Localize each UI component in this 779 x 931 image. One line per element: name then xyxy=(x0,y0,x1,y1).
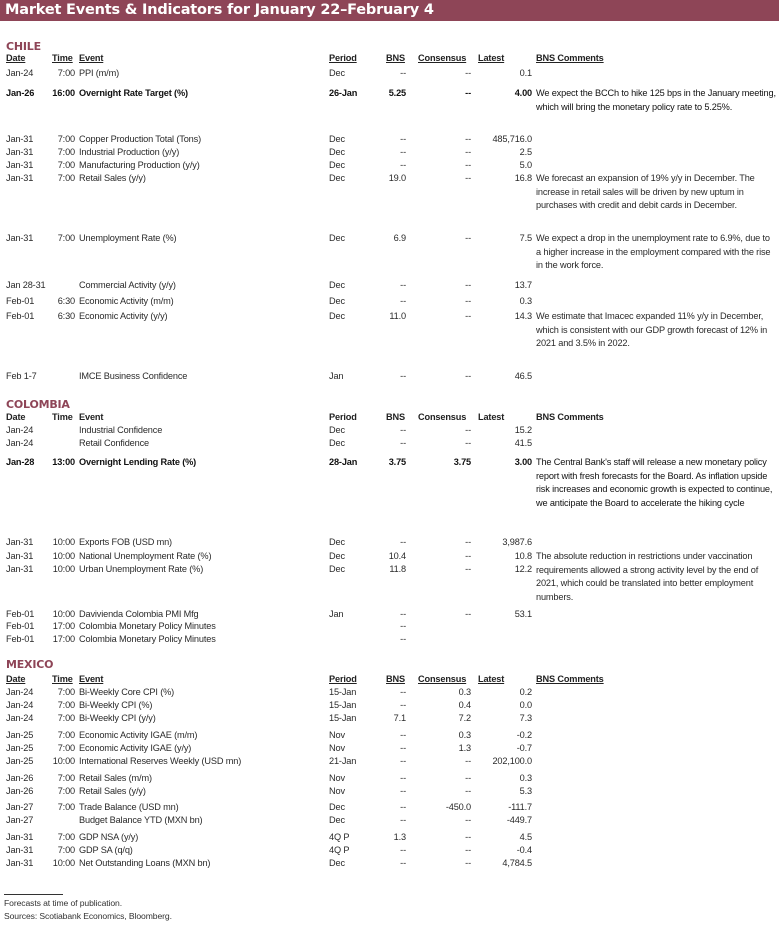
consensus-cell: -- xyxy=(465,371,471,381)
latest-cell: -0.7 xyxy=(516,743,532,753)
event-cell: Economic Activity (m/m) xyxy=(79,296,174,306)
bns-forecast-cell: -- xyxy=(400,730,406,740)
page-title: Market Events & Indicators for January 22–February 4 xyxy=(0,0,779,21)
latest-cell: 53.1 xyxy=(514,609,532,619)
table-row xyxy=(0,712,779,724)
date-cell: Jan-31 xyxy=(6,160,34,170)
latest-cell: 3.00 xyxy=(514,457,532,467)
date-cell: Jan-24 xyxy=(6,438,34,448)
column-header-time: Time xyxy=(52,412,73,422)
latest-cell: 4,784.5 xyxy=(502,858,532,868)
date-cell: Feb-01 xyxy=(6,311,35,321)
event-cell: Bi-Weekly CPI (y/y) xyxy=(79,713,156,723)
bns-forecast-cell: -- xyxy=(400,815,406,825)
time-cell: 7:00 xyxy=(57,786,75,796)
consensus-cell: 0.3 xyxy=(458,730,471,740)
footer-sources: Sources: Scotiabank Economics, Bloomberg. xyxy=(4,911,172,921)
latest-cell: -0.4 xyxy=(516,845,532,855)
period-cell: Nov xyxy=(329,743,345,753)
date-cell: Jan-24 xyxy=(6,687,34,697)
time-cell: 7:00 xyxy=(57,832,75,842)
bns-comment-cell: We expect a drop in the unemployment rate to 6.9%, due to a higher increase in the employment compared with the rise in the work force. xyxy=(536,233,771,271)
date-cell: Jan-31 xyxy=(6,173,34,183)
column-header-date: Date xyxy=(6,674,26,684)
date-cell: Jan 28-31 xyxy=(6,280,46,290)
column-header-comments: BNS Comments xyxy=(536,412,604,422)
bns-forecast-cell: 11.0 xyxy=(389,311,406,321)
date-cell: Jan-31 xyxy=(6,832,34,842)
bns-forecast-cell: -- xyxy=(400,425,406,435)
event-cell: Industrial Production (y/y) xyxy=(79,147,180,157)
event-cell: Budget Balance YTD (MXN bn) xyxy=(79,815,203,825)
column-header-time: Time xyxy=(52,53,73,63)
latest-cell: 2.5 xyxy=(519,147,532,157)
period-cell: Dec xyxy=(329,537,345,547)
event-cell: Exports FOB (USD mn) xyxy=(79,537,172,547)
country-heading: CHILE xyxy=(6,40,41,53)
consensus-cell: 0.4 xyxy=(458,700,471,710)
date-cell: Jan-26 xyxy=(6,773,34,783)
period-cell: 15-Jan xyxy=(329,700,357,710)
column-header-date: Date xyxy=(6,53,26,63)
consensus-cell: -- xyxy=(465,68,471,78)
period-cell: Dec xyxy=(329,802,345,812)
consensus-cell: -450.0 xyxy=(445,802,471,812)
table-row xyxy=(0,633,779,645)
consensus-cell: -- xyxy=(465,147,471,157)
time-cell: 6:30 xyxy=(57,311,75,321)
date-cell: Feb-01 xyxy=(6,296,35,306)
bns-forecast-cell: -- xyxy=(400,68,406,78)
period-cell: Jan xyxy=(329,609,344,619)
bns-forecast-cell: -- xyxy=(400,296,406,306)
latest-cell: 46.5 xyxy=(514,371,532,381)
date-cell: Jan-24 xyxy=(6,425,34,435)
table-row xyxy=(0,699,779,711)
date-cell: Jan-28 xyxy=(6,457,35,467)
latest-cell: 16.8 xyxy=(514,173,532,183)
bns-forecast-cell: -- xyxy=(400,621,406,631)
event-cell: Economic Activity IGAE (y/y) xyxy=(79,743,192,753)
period-cell: Dec xyxy=(329,296,345,306)
period-cell: Dec xyxy=(329,425,345,435)
consensus-cell: -- xyxy=(465,786,471,796)
column-header-event: Event xyxy=(79,53,104,63)
date-cell: Jan-25 xyxy=(6,743,34,753)
event-cell: Colombia Monetary Policy Minutes xyxy=(79,634,216,644)
period-cell: Nov xyxy=(329,730,345,740)
time-cell: 10:00 xyxy=(52,756,75,766)
column-header-period: Period xyxy=(329,53,357,63)
table-row xyxy=(0,87,779,112)
date-cell: Feb-01 xyxy=(6,609,35,619)
country-heading: COLOMBIA xyxy=(6,398,70,411)
bns-forecast-cell: -- xyxy=(400,687,406,697)
bns-forecast-cell: 6.9 xyxy=(393,233,406,243)
bns-forecast-cell: -- xyxy=(400,634,406,644)
latest-cell: 15.2 xyxy=(514,425,532,435)
consensus-cell: -- xyxy=(465,609,471,619)
latest-cell: 7.3 xyxy=(519,713,532,723)
date-cell: Jan-31 xyxy=(6,134,34,144)
latest-cell: 3,987.6 xyxy=(502,537,532,547)
latest-cell: 12.2 xyxy=(514,564,532,574)
latest-cell: 14.3 xyxy=(514,311,532,321)
event-cell: Copper Production Total (Tons) xyxy=(79,134,201,144)
consensus-cell: 1.3 xyxy=(458,743,471,753)
event-cell: Retail Sales (y/y) xyxy=(79,786,146,796)
bns-forecast-cell: -- xyxy=(400,700,406,710)
footer-divider xyxy=(4,894,63,895)
date-cell: Jan-25 xyxy=(6,756,34,766)
latest-cell: 5.0 xyxy=(519,160,532,170)
column-header-period: Period xyxy=(329,674,357,684)
column-header-row xyxy=(0,52,779,64)
time-cell: 10:00 xyxy=(52,551,75,561)
event-cell: GDP NSA (y/y) xyxy=(79,832,139,842)
table-row xyxy=(0,146,779,158)
column-header-consensus: Consensus xyxy=(418,674,467,684)
bns-forecast-cell: -- xyxy=(400,609,406,619)
table-row xyxy=(0,755,779,767)
consensus-cell: -- xyxy=(465,845,471,855)
column-header-bns: BNS xyxy=(386,412,405,422)
time-cell: 7:00 xyxy=(57,68,75,78)
consensus-cell: -- xyxy=(465,280,471,290)
period-cell: Dec xyxy=(329,68,345,78)
event-cell: Colombia Monetary Policy Minutes xyxy=(79,621,216,631)
table-row xyxy=(0,295,779,307)
column-header-comments: BNS Comments xyxy=(536,53,604,63)
column-header-consensus: Consensus xyxy=(418,412,467,422)
consensus-cell: 7.2 xyxy=(458,713,471,723)
bns-forecast-cell: 7.1 xyxy=(393,713,406,723)
bns-forecast-cell: 10.4 xyxy=(388,551,406,561)
period-cell: Dec xyxy=(329,134,345,144)
bns-forecast-cell: 3.75 xyxy=(388,457,406,467)
period-cell: 26-Jan xyxy=(329,88,358,98)
column-header-event: Event xyxy=(79,674,104,684)
table-row xyxy=(0,536,779,548)
column-header-comments: BNS Comments xyxy=(536,674,604,684)
table-row xyxy=(0,133,779,145)
event-cell: Net Outstanding Loans (MXN bn) xyxy=(79,858,211,868)
column-header-row xyxy=(0,411,779,423)
table-row xyxy=(0,172,779,211)
time-cell: 17:00 xyxy=(52,621,75,631)
date-cell: Jan-31 xyxy=(6,233,34,243)
time-cell: 7:00 xyxy=(57,160,75,170)
consensus-cell: -- xyxy=(465,756,471,766)
period-cell: 15-Jan xyxy=(329,713,357,723)
date-cell: Feb-01 xyxy=(6,634,35,644)
bns-forecast-cell: -- xyxy=(400,858,406,868)
consensus-cell: -- xyxy=(465,537,471,547)
time-cell: 7:00 xyxy=(57,173,75,183)
period-cell: 21-Jan xyxy=(329,756,357,766)
bns-forecast-cell: -- xyxy=(400,134,406,144)
bns-forecast-cell: -- xyxy=(400,371,406,381)
consensus-cell: -- xyxy=(465,296,471,306)
bns-comment-cell: The Central Bank's staff will release a new monetary policy report with fresh forecasts for the Board. As inflation upside risk increases and economic growth is expected to continue, we anticipate the Board to accelerate the hiking cycle xyxy=(536,457,773,508)
time-cell: 10:00 xyxy=(52,609,75,619)
period-cell: Nov xyxy=(329,773,345,783)
period-cell: Dec xyxy=(329,233,345,243)
time-cell: 10:00 xyxy=(52,564,75,574)
latest-cell: 13.7 xyxy=(514,280,532,290)
period-cell: 4Q P xyxy=(329,845,350,855)
bns-comment-cell: We estimate that Imacec expanded 11% y/y in December, which is consistent with our GDP growth forecast of 12% in 2021 and 3.5% in 2022. xyxy=(536,311,768,349)
bns-forecast-cell: -- xyxy=(400,845,406,855)
date-cell: Jan-31 xyxy=(6,858,34,868)
bns-comment-cell: We forecast an expansion of 19% y/y in December. The increase in retail sales will be driven by new uptum in purchases with credit and debit cards in December. xyxy=(536,173,755,211)
table-row xyxy=(0,686,779,698)
event-cell: Bi-Weekly Core CPI (%) xyxy=(79,687,175,697)
latest-cell: -449.7 xyxy=(506,815,532,825)
table-row xyxy=(0,456,779,508)
period-cell: Dec xyxy=(329,858,345,868)
table-row xyxy=(0,814,779,826)
consensus-cell: -- xyxy=(465,858,471,868)
date-cell: Jan-24 xyxy=(6,68,34,78)
consensus-cell: -- xyxy=(465,425,471,435)
consensus-cell: -- xyxy=(465,815,471,825)
latest-cell: 7.5 xyxy=(519,233,532,243)
event-cell: Economic Activity (y/y) xyxy=(79,311,168,321)
time-cell: 7:00 xyxy=(57,700,75,710)
bns-forecast-cell: -- xyxy=(400,756,406,766)
latest-cell: 5.3 xyxy=(519,786,532,796)
time-cell: 7:00 xyxy=(57,233,75,243)
consensus-cell: -- xyxy=(465,173,471,183)
period-cell: Jan xyxy=(329,371,344,381)
event-cell: Retail Sales (m/m) xyxy=(79,773,152,783)
event-cell: IMCE Business Confidence xyxy=(79,371,188,381)
latest-cell: 41.5 xyxy=(514,438,532,448)
time-cell: 7:00 xyxy=(57,845,75,855)
country-heading: MEXICO xyxy=(6,658,54,671)
period-cell: Nov xyxy=(329,786,345,796)
table-row xyxy=(0,310,779,349)
date-cell: Jan-31 xyxy=(6,537,34,547)
event-cell: International Reserves Weekly (USD mn) xyxy=(79,756,242,766)
latest-cell: 0.3 xyxy=(519,773,532,783)
event-cell: Commercial Activity (y/y) xyxy=(79,280,176,290)
event-cell: Unemployment Rate (%) xyxy=(79,233,177,243)
table-row xyxy=(0,563,779,575)
bns-forecast-cell: 19.0 xyxy=(388,173,406,183)
bns-forecast-cell: -- xyxy=(400,773,406,783)
table-row xyxy=(0,742,779,754)
time-cell: 10:00 xyxy=(52,858,75,868)
latest-cell: -111.7 xyxy=(508,802,532,812)
consensus-cell: -- xyxy=(465,134,471,144)
date-cell: Jan-31 xyxy=(6,147,34,157)
table-row xyxy=(0,620,779,632)
table-row xyxy=(0,801,779,813)
bns-comment-cell: We expect the BCCh to hike 125 bps in the January meeting, which will bring the monetary policy rate to 5.25%. xyxy=(536,88,776,112)
table-row xyxy=(0,67,779,79)
event-cell: PPI (m/m) xyxy=(79,68,119,78)
table-row xyxy=(0,772,779,784)
table-row xyxy=(0,424,779,436)
column-header-consensus: Consensus xyxy=(418,53,467,63)
bns-forecast-cell: 5.25 xyxy=(388,88,406,98)
period-cell: Dec xyxy=(329,815,345,825)
consensus-cell: -- xyxy=(465,88,471,98)
table-row xyxy=(0,370,779,382)
period-cell: Dec xyxy=(329,160,345,170)
time-cell: 7:00 xyxy=(57,713,75,723)
period-cell: Dec xyxy=(329,438,345,448)
bns-comment-cell: The absolute reduction in restrictions under vaccination requirements allowed a strong activity level by the end of 2021, which could be translated into better employment numbers. xyxy=(536,551,759,602)
period-cell: Dec xyxy=(329,311,345,321)
date-cell: Jan-27 xyxy=(6,815,34,825)
latest-cell: 4.5 xyxy=(519,832,532,842)
column-header-row xyxy=(0,673,779,685)
time-cell: 7:00 xyxy=(57,802,75,812)
column-header-latest: Latest xyxy=(478,412,505,422)
event-cell: Davivienda Colombia PMI Mfg xyxy=(79,609,199,619)
consensus-cell: -- xyxy=(465,311,471,321)
latest-cell: 4.00 xyxy=(514,88,532,98)
table-row xyxy=(0,831,779,843)
column-header-latest: Latest xyxy=(478,674,505,684)
time-cell: 7:00 xyxy=(57,743,75,753)
bns-forecast-cell: -- xyxy=(400,280,406,290)
bns-forecast-cell: -- xyxy=(400,147,406,157)
consensus-cell: -- xyxy=(465,160,471,170)
column-header-event: Event xyxy=(79,412,104,422)
bns-forecast-cell: -- xyxy=(400,438,406,448)
event-cell: Industrial Confidence xyxy=(79,425,163,435)
time-cell: 16:00 xyxy=(52,88,75,98)
column-header-date: Date xyxy=(6,412,26,422)
table-row xyxy=(0,608,779,620)
latest-cell: 0.3 xyxy=(519,296,532,306)
column-header-bns: BNS xyxy=(386,53,405,63)
bns-forecast-cell: -- xyxy=(400,160,406,170)
event-cell: Overnight Rate Target (%) xyxy=(79,88,188,98)
time-cell: 7:00 xyxy=(57,147,75,157)
date-cell: Feb-01 xyxy=(6,621,35,631)
period-cell: Dec xyxy=(329,173,345,183)
latest-cell: 0.0 xyxy=(519,700,532,710)
date-cell: Jan-24 xyxy=(6,700,34,710)
date-cell: Jan-31 xyxy=(6,564,34,574)
bns-forecast-cell: 11.8 xyxy=(389,564,406,574)
period-cell: Dec xyxy=(329,280,345,290)
bns-forecast-cell: -- xyxy=(400,786,406,796)
consensus-cell: 3.75 xyxy=(453,457,471,467)
event-cell: Bi-Weekly CPI (%) xyxy=(79,700,153,710)
latest-cell: -0.2 xyxy=(516,730,532,740)
time-cell: 7:00 xyxy=(57,773,75,783)
column-header-period: Period xyxy=(329,412,357,422)
footer-note: Forecasts at time of publication. xyxy=(4,898,123,908)
latest-cell: 202,100.0 xyxy=(492,756,532,766)
bns-forecast-cell: -- xyxy=(400,743,406,753)
table-row xyxy=(0,729,779,741)
bns-forecast-cell: -- xyxy=(400,537,406,547)
time-cell: 6:30 xyxy=(57,296,75,306)
consensus-cell: -- xyxy=(465,438,471,448)
date-cell: Jan-26 xyxy=(6,88,35,98)
period-cell: 4Q P xyxy=(329,832,350,842)
time-cell: 7:00 xyxy=(57,134,75,144)
event-cell: Manufacturing Production (y/y) xyxy=(79,160,200,170)
event-cell: Retail Sales (y/y) xyxy=(79,173,146,183)
column-header-latest: Latest xyxy=(478,53,505,63)
event-cell: Overnight Lending Rate (%) xyxy=(79,457,197,467)
date-cell: Feb 1-7 xyxy=(6,371,37,381)
table-row xyxy=(0,279,779,291)
latest-cell: 0.2 xyxy=(519,687,532,697)
time-cell: 13:00 xyxy=(52,457,75,467)
column-header-time: Time xyxy=(52,674,73,684)
event-cell: GDP SA (q/q) xyxy=(79,845,133,855)
consensus-cell: -- xyxy=(465,773,471,783)
table-row xyxy=(0,785,779,797)
bns-forecast-cell: 1.3 xyxy=(393,832,406,842)
table-row xyxy=(0,857,779,869)
column-header-bns: BNS xyxy=(386,674,405,684)
time-cell: 17:00 xyxy=(52,634,75,644)
event-cell: National Unemployment Rate (%) xyxy=(79,551,212,561)
event-cell: Trade Balance (USD mn) xyxy=(79,802,179,812)
period-cell: 28-Jan xyxy=(329,457,358,467)
table-row xyxy=(0,232,779,271)
table-row xyxy=(0,437,779,449)
latest-cell: 0.1 xyxy=(519,68,532,78)
event-cell: Urban Unemployment Rate (%) xyxy=(79,564,204,574)
period-cell: Dec xyxy=(329,147,345,157)
consensus-cell: -- xyxy=(465,233,471,243)
consensus-cell: 0.3 xyxy=(458,687,471,697)
date-cell: Jan-24 xyxy=(6,713,34,723)
time-cell: 7:00 xyxy=(57,730,75,740)
period-cell: Dec xyxy=(329,564,345,574)
latest-cell: 485,716.0 xyxy=(492,134,532,144)
time-cell: 7:00 xyxy=(57,687,75,697)
consensus-cell: -- xyxy=(465,551,471,561)
event-cell: Retail Confidence xyxy=(79,438,149,448)
event-cell: Economic Activity IGAE (m/m) xyxy=(79,730,198,740)
date-cell: Jan-25 xyxy=(6,730,34,740)
date-cell: Jan-27 xyxy=(6,802,34,812)
period-cell: 15-Jan xyxy=(329,687,357,697)
consensus-cell: -- xyxy=(465,832,471,842)
date-cell: Jan-31 xyxy=(6,551,34,561)
consensus-cell: -- xyxy=(465,564,471,574)
latest-cell: 10.8 xyxy=(514,551,532,561)
time-cell: 10:00 xyxy=(52,537,75,547)
period-cell: Dec xyxy=(329,551,345,561)
date-cell: Jan-31 xyxy=(6,845,34,855)
table-row xyxy=(0,844,779,856)
table-row xyxy=(0,159,779,171)
bns-forecast-cell: -- xyxy=(400,802,406,812)
date-cell: Jan-26 xyxy=(6,786,34,796)
